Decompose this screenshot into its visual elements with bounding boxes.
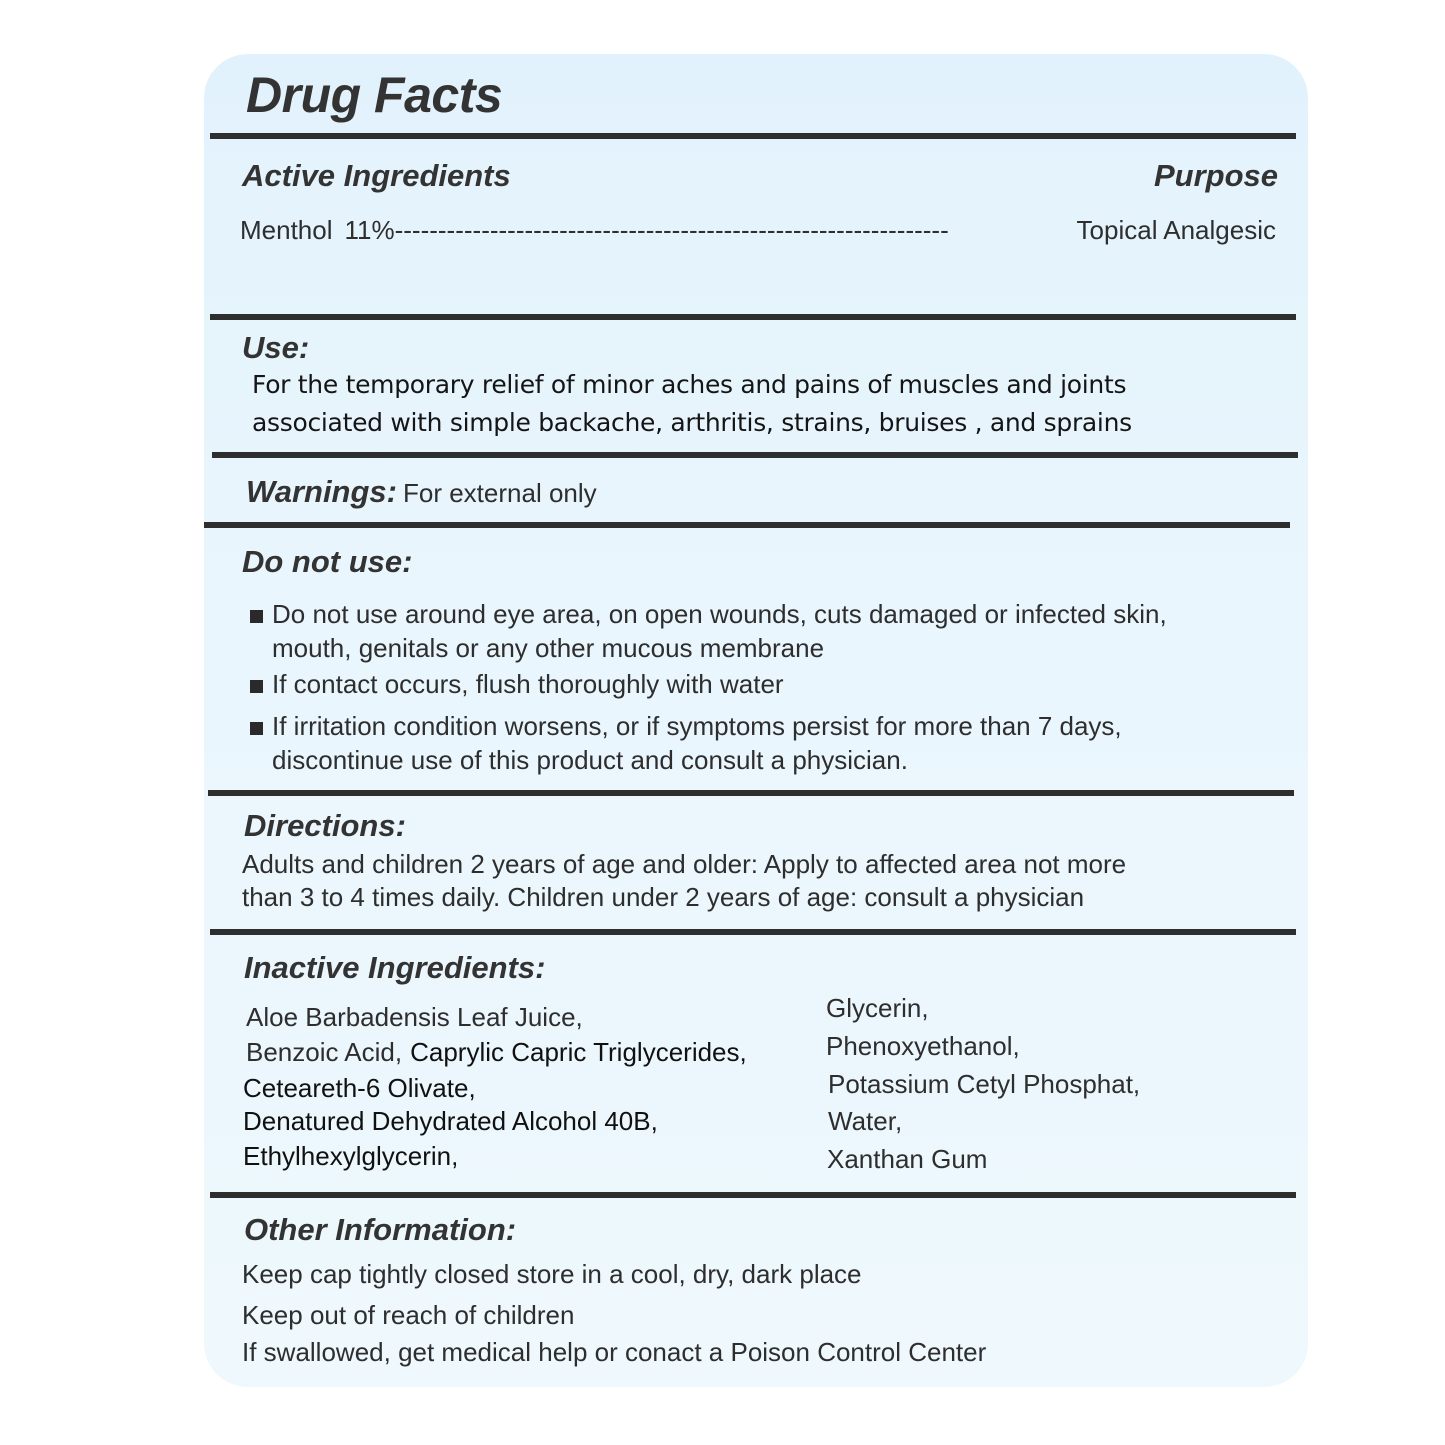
section-divider <box>210 133 1296 139</box>
directions-line: Adults and children 2 years of age and older: Apply to affected area not more <box>242 849 1127 879</box>
other-information-line: Keep out of reach of children <box>242 1300 575 1330</box>
section-divider <box>210 314 1296 320</box>
inactive-ingredient: Phenoxyethanol, <box>826 1031 1020 1061</box>
inactive-ingredient: Potassium Cetyl Phosphat, <box>828 1069 1141 1099</box>
do-not-use-heading: Do not use: <box>242 544 413 579</box>
list-item: mouth, genitals or any other mucous membrane <box>272 633 825 663</box>
inactive-ingredient: Glycerin, <box>826 993 929 1023</box>
active-ingredient-row <box>240 213 1276 247</box>
warnings-text: For external only <box>403 478 597 508</box>
bullet-icon <box>250 680 263 693</box>
section-divider <box>212 452 1298 458</box>
list-item: If irritation condition worsens, or if symptoms persist for more than 7 days, <box>272 711 1122 741</box>
directions-heading: Directions: <box>244 808 406 843</box>
inactive-ingredient-row <box>246 1037 747 1068</box>
inactive-ingredient: Ceteareth-6 Olivate, <box>243 1073 476 1103</box>
list-item: discontinue use of this product and consult a physician. <box>272 745 908 775</box>
active-ingredients-heading: Active Ingredients <box>242 158 511 193</box>
inactive-ingredients-heading: Inactive Ingredients: <box>244 950 546 985</box>
section-divider <box>204 522 1290 528</box>
inactive-ingredient: Ethylhexylglycerin, <box>243 1141 459 1171</box>
other-information-heading: Other Information: <box>244 1212 517 1247</box>
other-information-line: If swallowed, get medical help or conact a Poison Control Center <box>242 1337 987 1367</box>
ingredient-purpose: Topical Analgesic <box>1076 215 1276 245</box>
inactive-ingredient: Denatured Dehydrated Alcohol 40B, <box>243 1106 658 1136</box>
inactive-ingredient: Xanthan Gum <box>827 1144 988 1174</box>
page-title: Drug Facts <box>246 67 503 123</box>
warnings-heading: Warnings: <box>246 474 397 509</box>
inactive-ingredient: Caprylic Capric Triglycerides, <box>410 1037 747 1067</box>
list-item: If contact occurs, flush thoroughly with water <box>272 669 784 699</box>
directions-line: than 3 to 4 times daily. Children under 2 years of age: consult a physician <box>242 882 1085 912</box>
use-heading: Use: <box>242 330 310 365</box>
section-divider <box>210 1192 1296 1198</box>
purpose-heading: Purpose <box>1153 158 1278 193</box>
section-divider <box>210 929 1296 935</box>
section-divider <box>208 790 1294 796</box>
other-information-line: Keep cap tightly closed store in a cool, dry, dark place <box>242 1259 862 1289</box>
use-line: For the temporary relief of minor aches and pains of muscles and joints <box>252 370 1127 399</box>
inactive-ingredient: Aloe Barbadensis Leaf Juice, <box>246 1002 583 1032</box>
use-line: associated with simple backache, arthritis, strains, bruises , and sprains <box>252 408 1132 437</box>
list-item: Do not use around eye area, on open wounds, cuts damaged or infected skin, <box>272 599 1167 629</box>
inactive-ingredient: Water, <box>828 1106 903 1136</box>
inactive-ingredient: Benzoic Acid, <box>246 1037 403 1067</box>
dotted-leader: ---------------------------------------------------------------- <box>394 215 949 245</box>
ingredient-strength: 11% <box>344 215 395 245</box>
bullet-icon <box>250 610 263 623</box>
bullet-icon <box>250 722 263 735</box>
warnings-row <box>246 474 597 510</box>
drug-facts-panel <box>204 54 1308 1387</box>
ingredient-name: Menthol <box>240 215 333 245</box>
